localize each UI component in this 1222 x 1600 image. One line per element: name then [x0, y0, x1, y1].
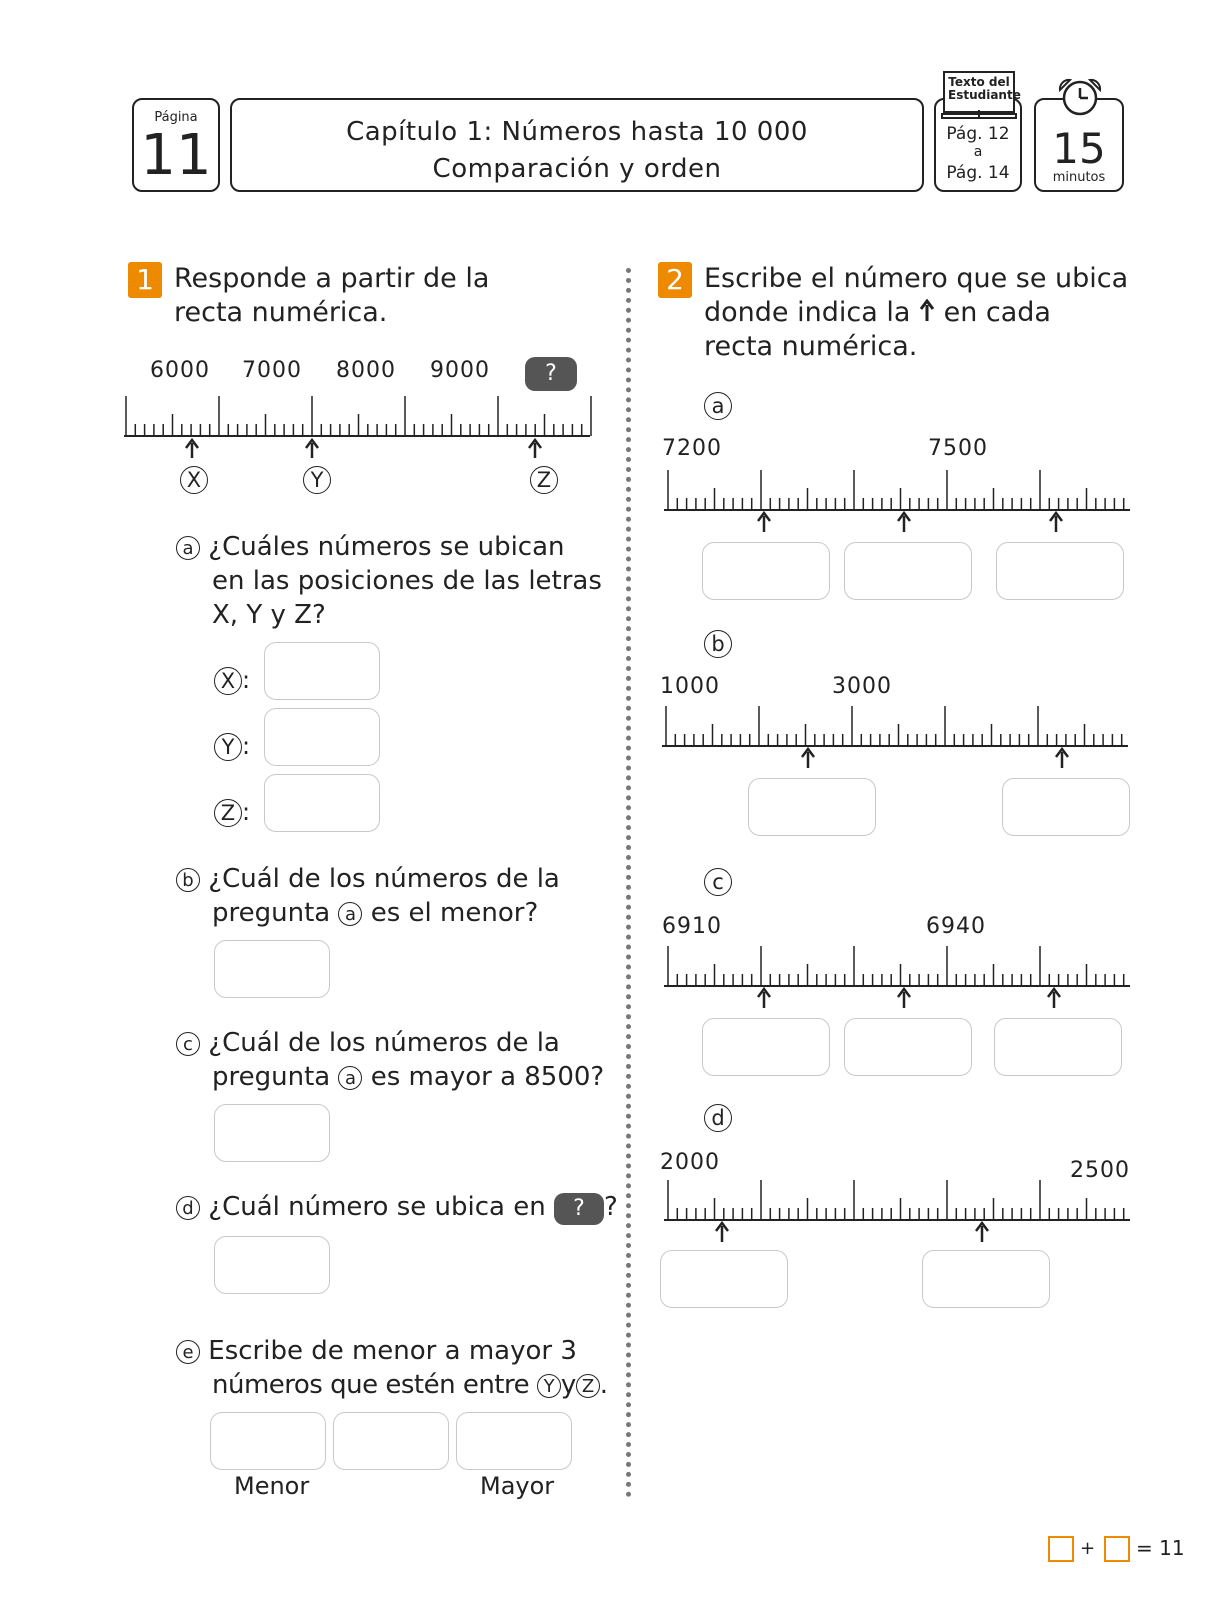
q1a-line-1 — [176, 530, 606, 564]
q1b-pre: pregunta — [212, 898, 331, 928]
q2d-letter-circle: d — [704, 1104, 732, 1132]
q1-label-9000: 9000 — [430, 358, 490, 383]
q1e-ref-y: Y — [537, 1374, 561, 1398]
page-number: 11 — [140, 123, 212, 188]
q1e-line-1 — [176, 1334, 616, 1368]
question-2-number: 2 — [658, 262, 692, 298]
q2c-number-line — [664, 946, 1134, 1016]
marker-y — [303, 466, 331, 494]
q1a-letter: a — [176, 536, 200, 560]
q1b-line-2 — [176, 896, 606, 930]
page-number-box — [132, 98, 220, 192]
footer-box-1 — [1048, 1536, 1074, 1562]
marker-z-letter: Z — [530, 466, 558, 494]
q2d-letter — [704, 1104, 732, 1132]
row-y-colon: : — [242, 732, 251, 760]
q1-line-2: recta numérica. — [174, 297, 388, 328]
q2-line-2-post: en cada — [943, 297, 1051, 328]
q1e-pre: números que estén entre — [212, 1370, 530, 1400]
q1b-answer[interactable] — [214, 940, 330, 998]
question-2-text — [704, 262, 1128, 364]
book-icon — [940, 70, 1021, 122]
row-z-letter: Z — [214, 799, 242, 827]
marker-z — [530, 466, 558, 494]
q1a-line-1-text: ¿Cuáles números se ubican — [208, 532, 565, 562]
q2a-number-line — [664, 470, 1134, 540]
q1b-text — [176, 862, 606, 930]
q1a-row-x-label — [214, 666, 250, 695]
q1c-ref: a — [338, 1066, 362, 1090]
q2c-letter — [704, 868, 732, 896]
q2a-answer-2[interactable] — [844, 542, 972, 600]
footer-plus: + — [1080, 1538, 1096, 1559]
q1a-answer-y[interactable] — [264, 708, 380, 766]
minutes-label: minutos — [1052, 170, 1106, 185]
q1b-ref: a — [338, 902, 362, 926]
q2a-answer-3[interactable] — [996, 542, 1124, 600]
q2c-answer-2[interactable] — [844, 1018, 972, 1076]
q1a-line-2: en las posiciones de las letras — [212, 566, 602, 596]
q1b-post: es el menor? — [370, 898, 539, 928]
pag-from: Pág. 12 — [946, 124, 1010, 144]
q1c-pre: pregunta — [212, 1062, 331, 1092]
q1c-line-1-text: ¿Cuál de los números de la — [208, 1028, 560, 1058]
pag-to: Pág. 14 — [946, 163, 1010, 183]
q2b-number-line — [662, 706, 1132, 776]
title-line-1: Capítulo 1: Números hasta 10 000 — [346, 117, 808, 147]
q1a-line-3: X, Y y Z? — [212, 600, 326, 630]
q1e-text — [176, 1334, 616, 1402]
q2c-answer-1[interactable] — [702, 1018, 830, 1076]
q2-line-3: recta numérica. — [704, 331, 918, 362]
q1a-row-z-label — [214, 798, 250, 827]
q1e-line-1-text: Escribe de menor a mayor 3 — [208, 1336, 577, 1366]
q2b-answer-2[interactable] — [1002, 778, 1130, 836]
q2a-letter-circle: a — [704, 392, 732, 420]
footer-box-2 — [1104, 1536, 1130, 1562]
q2b-letter — [704, 630, 732, 658]
footer-equals: = 11 — [1136, 1536, 1185, 1560]
q1c-letter: c — [176, 1032, 200, 1056]
q2c-answer-3[interactable] — [994, 1018, 1122, 1076]
q1d-unknown-badge: ? — [554, 1193, 604, 1225]
q2c-right-label: 6940 — [926, 914, 986, 939]
q1e-answer-3[interactable] — [456, 1412, 572, 1470]
row-z-colon: : — [242, 798, 251, 826]
up-arrow-icon — [919, 299, 935, 323]
q1e-conj: y — [560, 1370, 576, 1400]
q1d-letter: d — [176, 1196, 200, 1220]
q2c-letter-circle: c — [704, 868, 732, 896]
q1e-end: . — [599, 1370, 608, 1400]
q1-label-6000: 6000 — [150, 358, 210, 383]
title-line-2: Comparación y orden — [432, 154, 722, 184]
q1b-line-1-text: ¿Cuál de los números de la — [208, 864, 560, 894]
q2-line-1: Escribe el número que se ubica — [704, 263, 1129, 294]
q2b-left-label: 1000 — [660, 674, 720, 699]
q1-line-1: Responde a partir de la — [174, 263, 490, 294]
row-y-letter: Y — [214, 733, 242, 761]
marker-y-letter: Y — [303, 466, 331, 494]
q1b-letter: b — [176, 868, 200, 892]
q1a-answer-x[interactable] — [264, 642, 380, 700]
page-label: Página — [154, 110, 198, 125]
q2d-right-label: 2500 — [1070, 1158, 1130, 1183]
q1d-text — [176, 1190, 616, 1225]
q2a-letter — [704, 392, 732, 420]
q1e-line-2 — [176, 1368, 616, 1402]
q1a-text — [176, 530, 606, 632]
q1e-ref-z: Z — [576, 1374, 600, 1398]
q2a-answer-1[interactable] — [702, 542, 830, 600]
q1d-answer[interactable] — [214, 1236, 330, 1294]
question-1-number: 1 — [128, 262, 162, 298]
q2c-left-label: 6910 — [662, 914, 722, 939]
menor-label: Menor — [234, 1472, 310, 1500]
q1c-line-1 — [176, 1026, 606, 1060]
chapter-title — [232, 114, 922, 188]
q2d-left-label: 2000 — [660, 1150, 720, 1175]
q2b-right-label: 3000 — [832, 674, 892, 699]
q2-line-2-pre: donde indica la — [704, 297, 911, 328]
q1d-text-main: ¿Cuál número se ubica en — [208, 1192, 546, 1222]
q2a-left-label: 7200 — [662, 436, 722, 461]
q2d-number-line — [664, 1180, 1134, 1250]
q1c-post: es mayor a 8500? — [370, 1062, 605, 1092]
mayor-label: Mayor — [480, 1472, 555, 1500]
q1b-line-1 — [176, 862, 606, 896]
q2b-letter-circle: b — [704, 630, 732, 658]
row-x-colon: : — [242, 666, 251, 694]
chapter-title-box — [230, 98, 924, 192]
pag-a: a — [973, 144, 983, 160]
minutes-value: 15 — [1052, 124, 1106, 173]
q1c-answer[interactable] — [214, 1104, 330, 1162]
q1e-letter: e — [176, 1340, 200, 1364]
q2d-answer-1[interactable] — [660, 1250, 788, 1308]
q1c-text — [176, 1026, 606, 1094]
q1a-answer-z[interactable] — [264, 774, 380, 832]
q2a-right-label: 7500 — [928, 436, 988, 461]
alarm-clock-icon — [1054, 76, 1106, 120]
textbook-label: Texto del Estudiante — [948, 75, 1021, 102]
q1-unknown-badge: ? — [525, 357, 577, 391]
q1a-row-y-label — [214, 732, 250, 761]
row-x-letter: X — [214, 667, 242, 695]
q2-line-2 — [704, 296, 1128, 330]
marker-x-letter: X — [180, 466, 208, 494]
column-divider — [626, 268, 631, 1498]
question-1-text — [174, 262, 489, 330]
q2b-answer-1[interactable] — [748, 778, 876, 836]
q1-label-8000: 8000 — [336, 358, 396, 383]
q1e-answer-1[interactable] — [210, 1412, 326, 1470]
q1-label-7000: 7000 — [242, 358, 302, 383]
q2d-answer-2[interactable] — [922, 1250, 1050, 1308]
q1c-line-2 — [176, 1060, 606, 1094]
q1d-end: ? — [603, 1192, 618, 1222]
q1e-answer-2[interactable] — [333, 1412, 449, 1470]
marker-x — [180, 466, 208, 494]
